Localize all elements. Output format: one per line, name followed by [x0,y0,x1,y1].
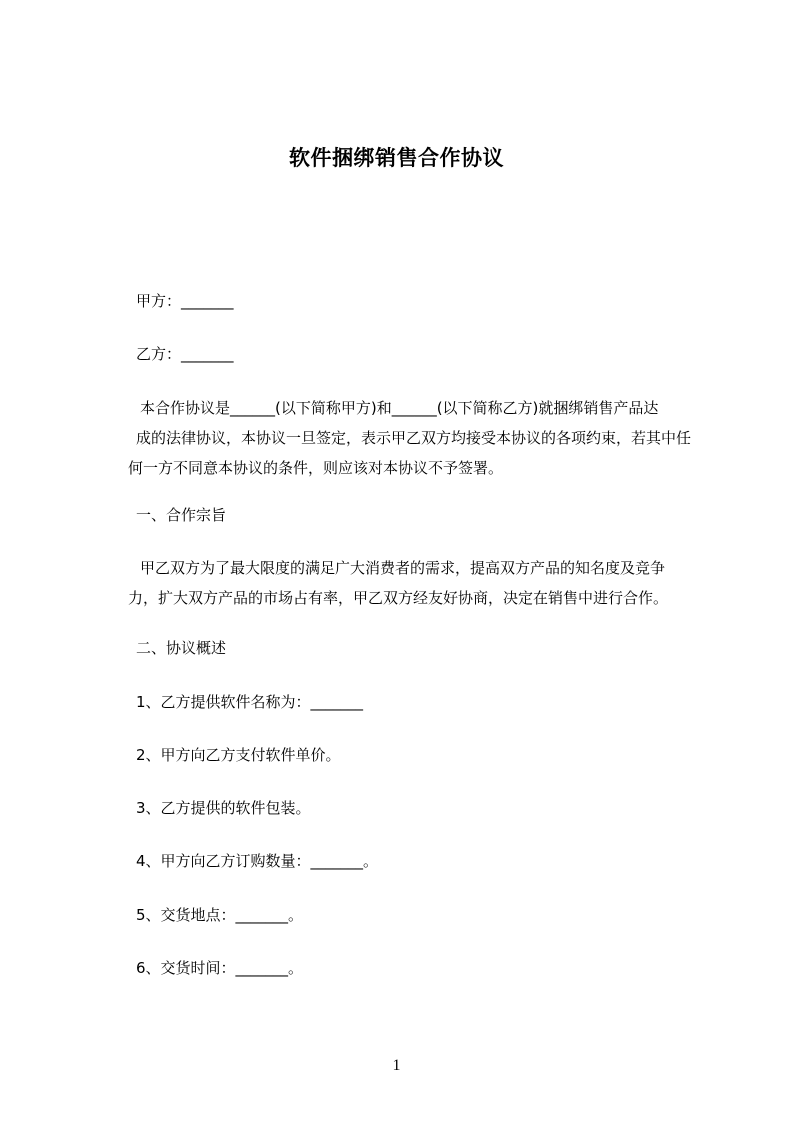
list-item: 6、交货时间：_______。 [136,959,304,977]
document-title: 软件捆绑销售合作协议 [289,146,504,170]
party-b-line: 乙方：_______ [136,345,234,363]
intro-line-2: 成的法律协议，本协议一旦签定，表示甲乙双方均接受本协议的各项约束，若其中任 [136,429,692,447]
list-item: 5、交货地点：_______。 [136,906,304,924]
section-2-heading: 二、协议概述 [136,639,227,657]
intro-line-1: 本合作协议是______(以下简称甲方)和______(以下简称乙方)就捆绑销售产品达 [140,399,659,417]
section-1-paragraph [128,553,716,613]
section-1-line-2: 力，扩大双方产品的市场占有率，甲乙双方经友好协商，决定在销售中进行合作。 [128,589,669,607]
list-item: 4、甲方向乙方订购数量：_______。 [136,852,379,870]
list-item: 3、乙方提供的软件包装。 [136,799,311,817]
intro-paragraph [128,393,716,483]
section-1-line-1: 甲乙双方为了最大限度的满足广大消费者的需求，提高双方产品的知名度及竞争 [140,559,666,577]
intro-line-3: 何一方不同意本协议的条件，则应该对本协议不予签署。 [128,459,504,477]
party-a-line: 甲方：_______ [136,292,234,310]
list-item: 1、乙方提供软件名称为：_______ [136,693,364,711]
page-number: 1 [392,1057,401,1074]
section-1-heading: 一、合作宗旨 [136,506,227,524]
list-item: 2、甲方向乙方支付软件单价。 [136,746,341,764]
